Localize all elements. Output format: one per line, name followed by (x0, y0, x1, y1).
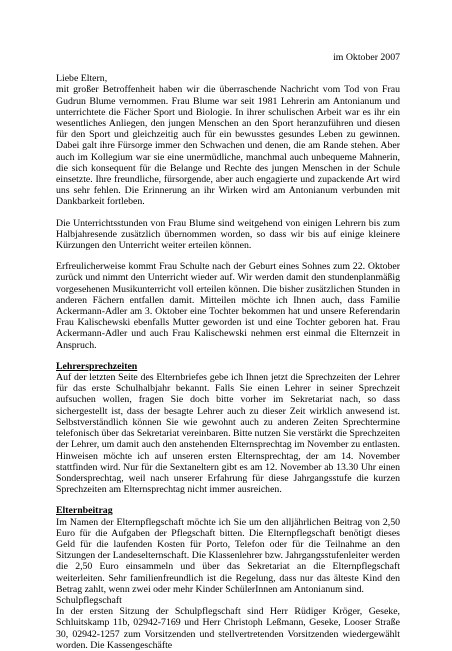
section-text-elternbeitrag: Im Namen der Elternpflegschaft möchte ich Sie um den alljährlichen Beitrag von 2,50 Euro für die Aufgaben der Pflegschaft bitten. Die Elternpflegschaft benötigt dieses Geld für die laufenden Kosten für Porto, Telefon oder für die Teilnahme an den Sitzungen der Landeselternschaft. Die Klassenlehrer bzw. Jahrgangsstufenleiter werden die 2,50 Euro einsammeln und über das Sekretariat an die Elternpflegschaft weiterleiten. Sehr familienfreundlich ist die Regelung, dass nur das älteste Kind den Betrag zahlt, wenn zwei oder mehr Kinder SchülerInnen am Antonianum sind. (56, 516, 400, 595)
salutation: Liebe Eltern, (56, 73, 108, 85)
section-heading-elternbeitrag: Elternbeitrag (56, 505, 113, 517)
paragraph-staff-news: Erfreulicherweise kommt Frau Schulte nach der Geburt eines Sohnes zum 22. Oktober zurück und nimmt den Unterricht wieder auf. Wir werden damit den stundenplanmäßig vorgesehenen Musikunterricht voll erteilen können. Die bisher zusätzlichen Stunden in anderen Fächern entfallen damit. Mitteilen möchte ich Ihnen auch, dass Familie Ackermann-Adler am 3. Oktober eine Tochter bekommen hat und unsere Referendarin Frau Kalischewski ebenfalls Mutter geworden ist und eine Tochter geboren hat. Frau Ackermann-Adler und auch Frau Kalischewski nehmen erst einmal die Elternzeit in Anspruch. (56, 261, 400, 351)
paragraph-lessons: Die Unterrichtsstunden von Frau Blume sind weitgehend von einigen Lehrern bis zum Halbjahresende zusätzlich übernommen worden, so dass wir bis auf einige kleinere Kürzungen den Unterricht weiter erteilen können. (56, 217, 400, 252)
section-text-sprechzeiten: Auf der letzten Seite des Elternbriefes gebe ich Ihnen jetzt die Sprechzeiten der Lehrer für das erste Schulhalbjahr bekannt. Falls Sie einen Lehrer in seiner Sprechzeit aufsuchen wollen, fragen Sie doch bitte vorher im Sekretariat nach, so dass sichergestellt ist, dass der besagte Lehrer auch zu dieser Zeit wirklich anwesend ist. Selbstverständlich können Sie wie gewohnt auch zu anderen Zeiten Sprechtermine telefonisch über das Sekretariat vereinbaren. Bitte nutzen Sie verstärkt die Sprechzeiten der Lehrer, um damit auch den anstehenden Elternsprechtag im November zu entlasten. Hinweisen möchte ich auf unseren ersten Elternsprechtag, der am 14. November stattfinden wird. Nur für die Sextaneltern gibt es am 12. November ab 13.30 Uhr einen Sondersprechtag, weil nach unserer Erfahrung für diese Jahrgangsstufe die kurzen Sprechzeiten am Elternsprechtag nicht immer ausreichen. (56, 372, 400, 496)
section-heading-schulpflegschaft: Schulpflegschaft (56, 594, 122, 606)
section-heading-sprechzeiten: Lehrersprechzeiten (56, 360, 138, 372)
section-text-schulpflegschaft: In der ersten Sitzung der Schulpflegschaft sind Herr Rüdiger Kröger, Geseke, Schluitskamp 11b, 02942-7169 und Herr Christoph Leßmann, Geseke, Looser Straße 30, 02942-1257 zum Vorsitzenden und stellvertretenden Vorsitzenden wiedergewählt worden. Die Kassengeschäfte (56, 606, 400, 651)
paragraph-condolence: mit großer Betroffenheit haben wir die überraschende Nachricht vom Tod von Frau Gudrun Blume vernommen. Frau Blume war seit 1981 Lehrerin am Antonianum und unterrichtete die Fächer Sport und Biologie. In ihrer schulischen Arbeit war es ihr ein wesentliches Anliegen, den jungen Menschen an den Sport heranzuführen und diesen für den Sport und gleichzeitig auch für ein bewusstes gesundes Leben zu gewinnen. Dabei galt ihre Fürsorge immer den Schwachen und denen, die am Rande stehen. Aber auch im Kollegium war sie eine unermüdliche, manchmal auch unbequeme Mahnerin, die sich konsequent für die Belange und Rechte des jungen Menschen in der Schule einsetzte. Ihre freundliche, fürsorgende, aber auch engagierte und zupackende Art wird uns sehr fehlen. Die Erinnerung an ihr Wirken wird am Antonianum verbunden mit Dankbarkeit fortleben. (56, 84, 400, 208)
letter-date: im Oktober 2007 (333, 52, 400, 63)
